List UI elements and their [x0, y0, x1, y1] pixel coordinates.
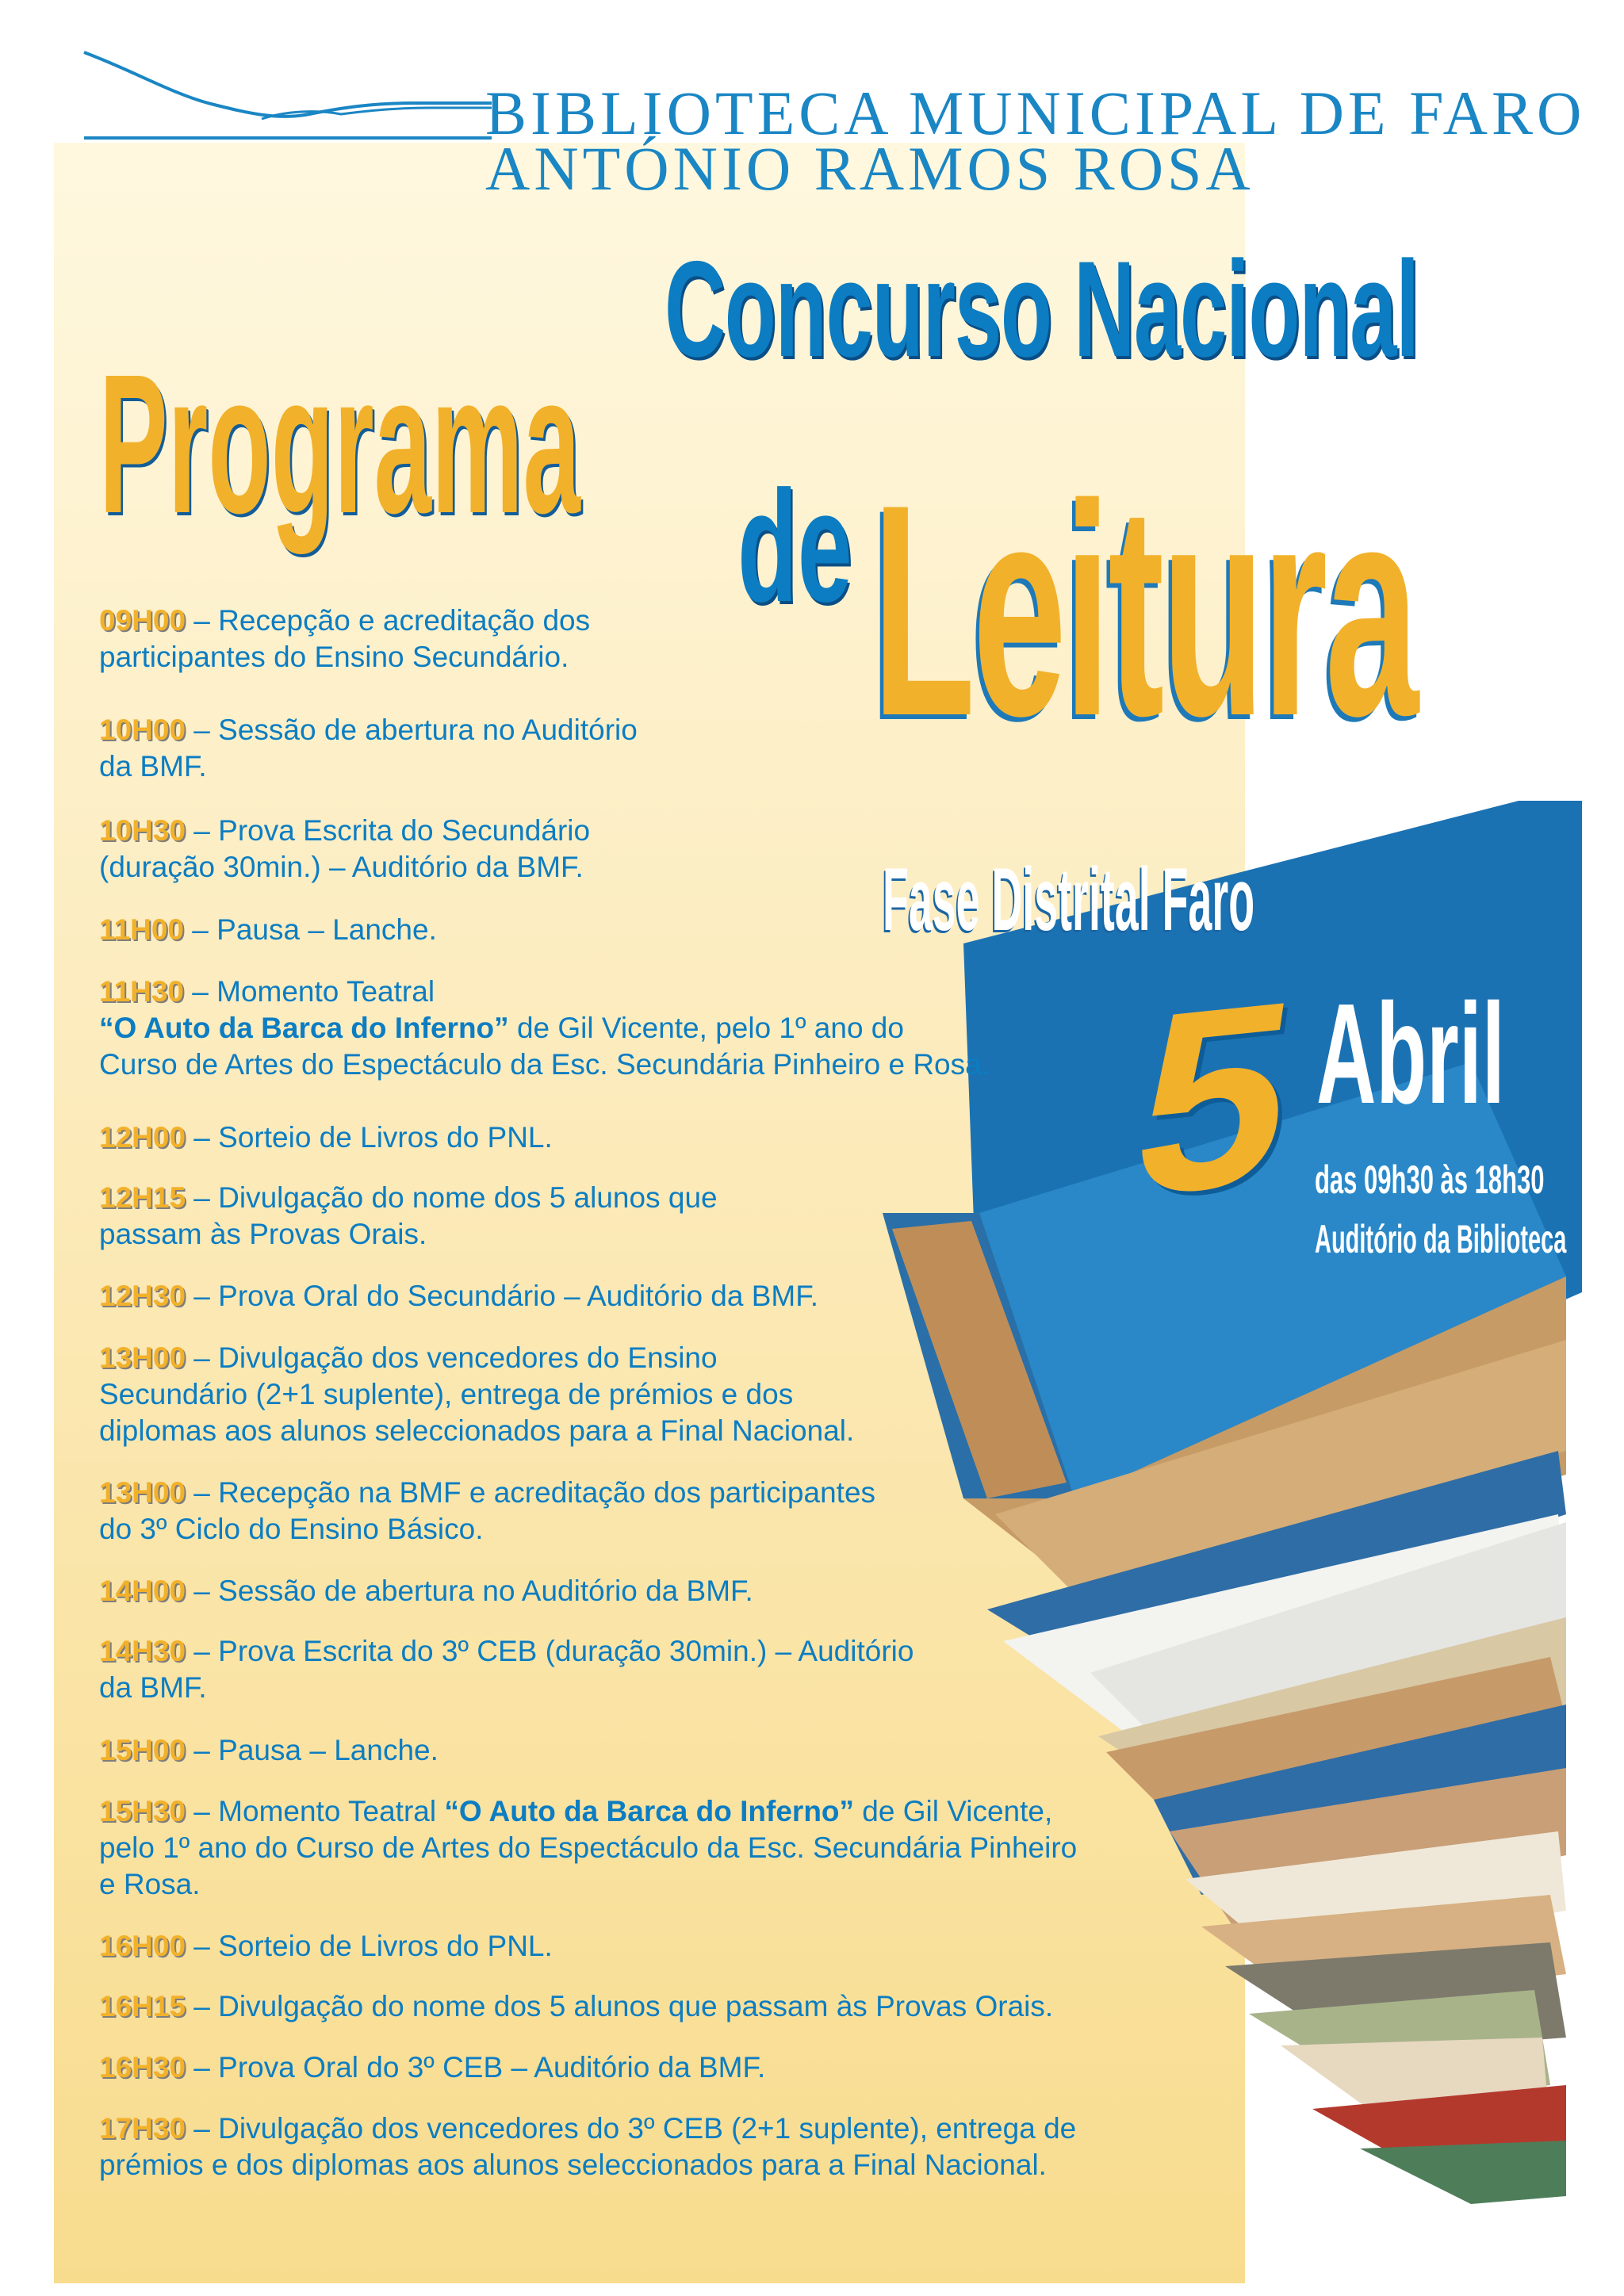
schedule-item — [99, 1928, 1225, 1965]
library-name — [485, 78, 1586, 203]
schedule-item — [99, 2110, 1225, 2183]
programa-heading: Programa — [99, 333, 580, 554]
schedule-text-line2: pelo 1º ano do Curso de Artes do Espectáculo da Esc. Secundária Pinheiro — [99, 1831, 1078, 1864]
schedule-time: 12H15 — [99, 1181, 186, 1214]
schedule-text: – Divulgação do nome dos 5 alunos que passam às Provas Orais. — [186, 1990, 1054, 2022]
schedule-text: – Pausa – Lanche. — [186, 1734, 439, 1766]
schedule-item — [99, 1278, 1225, 1314]
schedule-item — [99, 1340, 1225, 1449]
title-concurso: Concurso Nacional — [665, 233, 1419, 385]
schedule-item — [99, 1475, 1225, 1548]
schedule-text: – Sessão de abertura no Auditório da BMF. — [186, 1575, 753, 1607]
subtitle-fase-distrital: Fase Distrital Faro — [883, 850, 1255, 949]
schedule-time: 15H30 — [99, 1795, 186, 1827]
schedule-text-line3: Curso de Artes do Espectáculo da Esc. Secundária Pinheiro e Rosa. — [99, 1048, 990, 1081]
schedule-time: 09H00 — [99, 604, 186, 637]
schedule-text-line2: participantes do Ensino Secundário. — [99, 641, 569, 673]
event-hours: das 09h30 às 18h30 — [1315, 1158, 1545, 1202]
schedule-time: 13H00 — [99, 1341, 186, 1374]
schedule-time: 17H30 — [99, 2112, 186, 2145]
schedule-text: – Prova Oral do Secundário – Auditório da BMF. — [186, 1280, 819, 1312]
event-day: 5 — [1119, 944, 1310, 1251]
schedule-time: 13H00 — [99, 1476, 186, 1509]
schedule-text: – Divulgação dos vencedores do Ensino — [186, 1341, 718, 1374]
schedule-item — [99, 1732, 1225, 1769]
schedule-play-title: “O Auto da Barca do Inferno” — [99, 1012, 509, 1044]
schedule-item — [99, 912, 1225, 948]
schedule-text-line3: e Rosa. — [99, 1868, 201, 1900]
schedule-text: – Divulgação dos vencedores do 3º CEB (2+1 suplente), entrega de — [186, 2112, 1077, 2145]
schedule-item — [99, 1119, 1225, 1156]
schedule-time: 11H00 — [99, 913, 184, 946]
schedule-text-line2: Secundário (2+1 suplente), entrega de prémios e dos — [99, 1378, 794, 1410]
schedule-time: 14H00 — [99, 1575, 186, 1607]
schedule-text: – Recepção e acreditação dos — [186, 604, 591, 637]
title-de: de — [737, 458, 852, 635]
schedule-time: 14H30 — [99, 1635, 186, 1667]
schedule-text: – Prova Oral do 3º CEB – Auditório da BMF. — [186, 2051, 766, 2084]
event-month: Abril — [1316, 974, 1505, 1134]
event-venue: Auditório da Biblioteca — [1315, 1217, 1567, 1261]
schedule-time: 10H00 — [99, 714, 186, 746]
schedule-time: 12H00 — [99, 1121, 186, 1154]
schedule-time: 11H30 — [99, 975, 184, 1008]
schedule-text: – Prova Escrita do 3º CEB (duração 30min.) – Auditório — [186, 1635, 914, 1667]
schedule-item — [99, 603, 1225, 675]
schedule-item — [99, 2049, 1225, 2086]
schedule-time: 16H00 — [99, 1930, 186, 1962]
schedule-item — [99, 1988, 1225, 2025]
schedule-item — [99, 974, 1225, 1083]
schedule-text-line2: passam às Provas Orais. — [99, 1218, 427, 1250]
schedule-text-line2: (duração 30min.) – Auditório da BMF. — [99, 851, 584, 883]
schedule-text: – Recepção na BMF e acreditação dos participantes — [186, 1476, 876, 1509]
schedule-text-line2: da BMF. — [99, 1671, 207, 1704]
schedule-text-line2: prémios e dos diplomas aos alunos seleccionados para a Final Nacional. — [99, 2149, 1047, 2181]
schedule-item — [99, 1573, 1225, 1609]
schedule-time: 16H15 — [99, 1990, 186, 2022]
library-name-line1: BIBLIOTECA MUNICIPAL DE FARO — [485, 78, 1586, 147]
schedule-text-line3: diplomas aos alunos seleccionados para a Final Nacional. — [99, 1414, 855, 1447]
library-name-line2: ANTÓNIO RAMOS ROSA — [485, 134, 1254, 203]
schedule-text-rest: de Gil Vicente, — [854, 1795, 1053, 1827]
schedule-play-title: “O Auto da Barca do Inferno” — [444, 1795, 855, 1827]
schedule-text: – Divulgação do nome dos 5 alunos que — [186, 1181, 718, 1214]
schedule-text-rest: de Gil Vicente, pelo 1º ano do — [508, 1012, 904, 1044]
schedule-text: – Sorteio de Livros do PNL. — [186, 1121, 553, 1154]
schedule-item — [99, 1633, 1225, 1706]
schedule-time: 10H30 — [99, 814, 186, 847]
schedule-text-line2: da BMF. — [99, 750, 207, 783]
schedule-text: – Pausa – Lanche. — [184, 913, 437, 946]
schedule-text: – Sorteio de Livros do PNL. — [186, 1930, 553, 1962]
title-leitura: Leitura — [872, 442, 1416, 779]
schedule-text-line2: do 3º Ciclo do Ensino Básico. — [99, 1513, 484, 1545]
schedule-item — [99, 813, 1225, 886]
schedule-text: – Sessão de abertura no Auditório — [186, 714, 638, 746]
schedule-item — [99, 1180, 1225, 1253]
schedule-time: 12H30 — [99, 1280, 186, 1312]
schedule-time: 16H30 — [99, 2051, 186, 2084]
library-logo — [79, 48, 492, 151]
schedule-text: – Prova Escrita do Secundário — [186, 814, 591, 847]
schedule-item — [99, 1793, 1225, 1903]
schedule-item — [99, 712, 1225, 785]
schedule-text: – Momento Teatral — [184, 975, 435, 1008]
schedule-time: 15H00 — [99, 1734, 186, 1766]
schedule-text: – Momento Teatral — [186, 1795, 445, 1827]
